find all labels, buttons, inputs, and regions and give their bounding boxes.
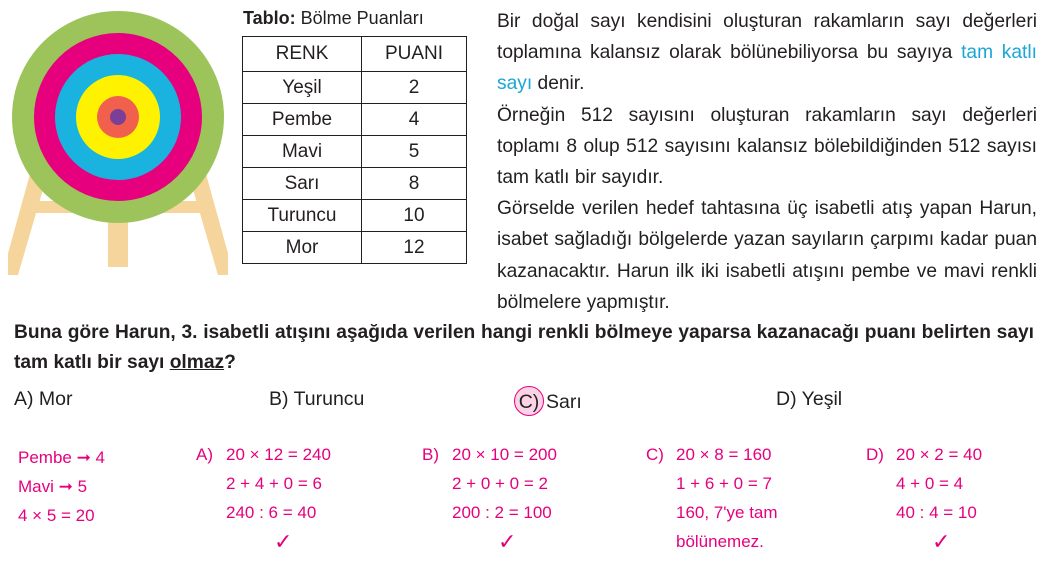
header-points: PUANI (362, 37, 467, 72)
check-icon: ✓ (274, 529, 293, 554)
question-mark: ? (224, 352, 236, 373)
table-row (243, 136, 467, 168)
row-color: Turuncu (243, 200, 362, 232)
score-table (242, 36, 467, 264)
ring-purple (110, 109, 126, 125)
header-color: RENK (243, 37, 362, 72)
table-title (243, 8, 424, 29)
answer-circle: C) (514, 386, 544, 416)
definition-text-end: denir. (532, 73, 585, 95)
solution-line: 20 × 12 = 240 (226, 445, 331, 464)
definition-text: Bir doğal sayı kendisini oluşturan rakamların sayı değerleri toplamına kalansız olarak bölünebiliyorsa bu sayıya (497, 11, 1037, 64)
solution-line: 20 × 10 = 200 (452, 445, 557, 464)
row-points: 8 (362, 168, 467, 200)
solution-c (646, 440, 778, 556)
scenario-paragraph: Görselde verilen hedef tahtasına üç isabetli atış yapan Harun, isabet sağladığı bölgelerde yazan sayıların çarpımı kadar puan kazanacaktır. Harun ilk iki isabetli atışını pembe ve mavi renkli bölmelere yapmıştır. (497, 198, 1037, 313)
row-points: 2 (362, 72, 467, 104)
table-title-label: Tablo: (243, 8, 296, 28)
solution-line: 160, 7'ye tam (676, 503, 778, 522)
row-color: Yeşil (243, 72, 362, 104)
archery-target-illustration (8, 5, 228, 280)
table-header-row (243, 37, 467, 72)
table-row (243, 232, 467, 264)
table-row (243, 104, 467, 136)
table-row (243, 200, 467, 232)
highlighted-term: tam katlı sayı (497, 42, 1037, 95)
table-row (243, 168, 467, 200)
row-color: Sarı (243, 168, 362, 200)
option-letter: B) (269, 388, 289, 410)
solution-line: 200 : 2 = 100 (452, 503, 552, 522)
table-row (243, 72, 467, 104)
solution-line: 2 + 4 + 0 = 6 (226, 474, 322, 493)
question-text (14, 318, 1034, 378)
row-color: Mavi (243, 136, 362, 168)
row-points: 10 (362, 200, 467, 232)
solution-d (866, 440, 983, 556)
solution-b (422, 440, 557, 556)
solution-a (196, 440, 331, 556)
row-color: Mor (243, 232, 362, 264)
given-line: Pembe ➞ 4 (18, 448, 106, 467)
row-color: Pembe (243, 104, 362, 136)
option-b[interactable] (269, 388, 364, 411)
check-icon: ✓ (498, 529, 517, 554)
solution-line: bölünemez. (676, 532, 764, 551)
option-text: Turuncu (293, 388, 365, 410)
row-points: 4 (362, 104, 467, 136)
solution-line: 20 × 2 = 40 (896, 445, 983, 464)
solution-line: 1 + 6 + 0 = 7 (676, 474, 772, 493)
definition-paragraph (497, 6, 1037, 100)
check-icon: ✓ (932, 529, 951, 554)
table-title-text: Bölme Puanları (295, 8, 424, 28)
solution-line: 40 : 4 = 10 (896, 503, 977, 522)
option-d[interactable] (776, 388, 842, 411)
row-points: 5 (362, 136, 467, 168)
question-underlined: olmaz (169, 352, 225, 373)
example-paragraph: Örneğin 512 sayısını oluşturan rakamların sayı değerleri toplamı 8 olup 512 sayısını kalansız bölebildiğinden 512 sayısı tam katlı bir sayıdır. (497, 104, 1037, 189)
option-a[interactable] (14, 388, 73, 411)
problem-text (497, 6, 1037, 318)
option-text: Yeşil (801, 388, 843, 410)
option-text: Sarı (546, 391, 582, 414)
given-line: Mavi ➞ 5 (18, 477, 88, 496)
option-letter: D) (776, 388, 797, 410)
solution-line: 2 + 0 + 0 = 2 (452, 474, 548, 493)
question-main: Buna göre Harun, 3. isabetli atışını aşağıda verilen hangi renkli bölmeye yaparsa kazanacağı puanı belirten sayı tam katlı bir sayı (14, 322, 1034, 373)
solution-line: 240 : 6 = 40 (226, 503, 317, 522)
solution-label: A) (196, 445, 213, 464)
solution-line: 4 + 0 = 4 (896, 474, 964, 493)
option-letter: A) (14, 388, 34, 410)
solution-line: 20 × 8 = 160 (676, 445, 772, 464)
given-line: 4 × 5 = 20 (18, 506, 95, 525)
option-text: Mor (38, 388, 73, 410)
option-c-selected[interactable] (514, 388, 582, 418)
row-points: 12 (362, 232, 467, 264)
solution-given (18, 443, 105, 530)
solution-label: C) (646, 445, 664, 464)
solution-label: D) (866, 445, 884, 464)
solution-label: B) (422, 445, 439, 464)
